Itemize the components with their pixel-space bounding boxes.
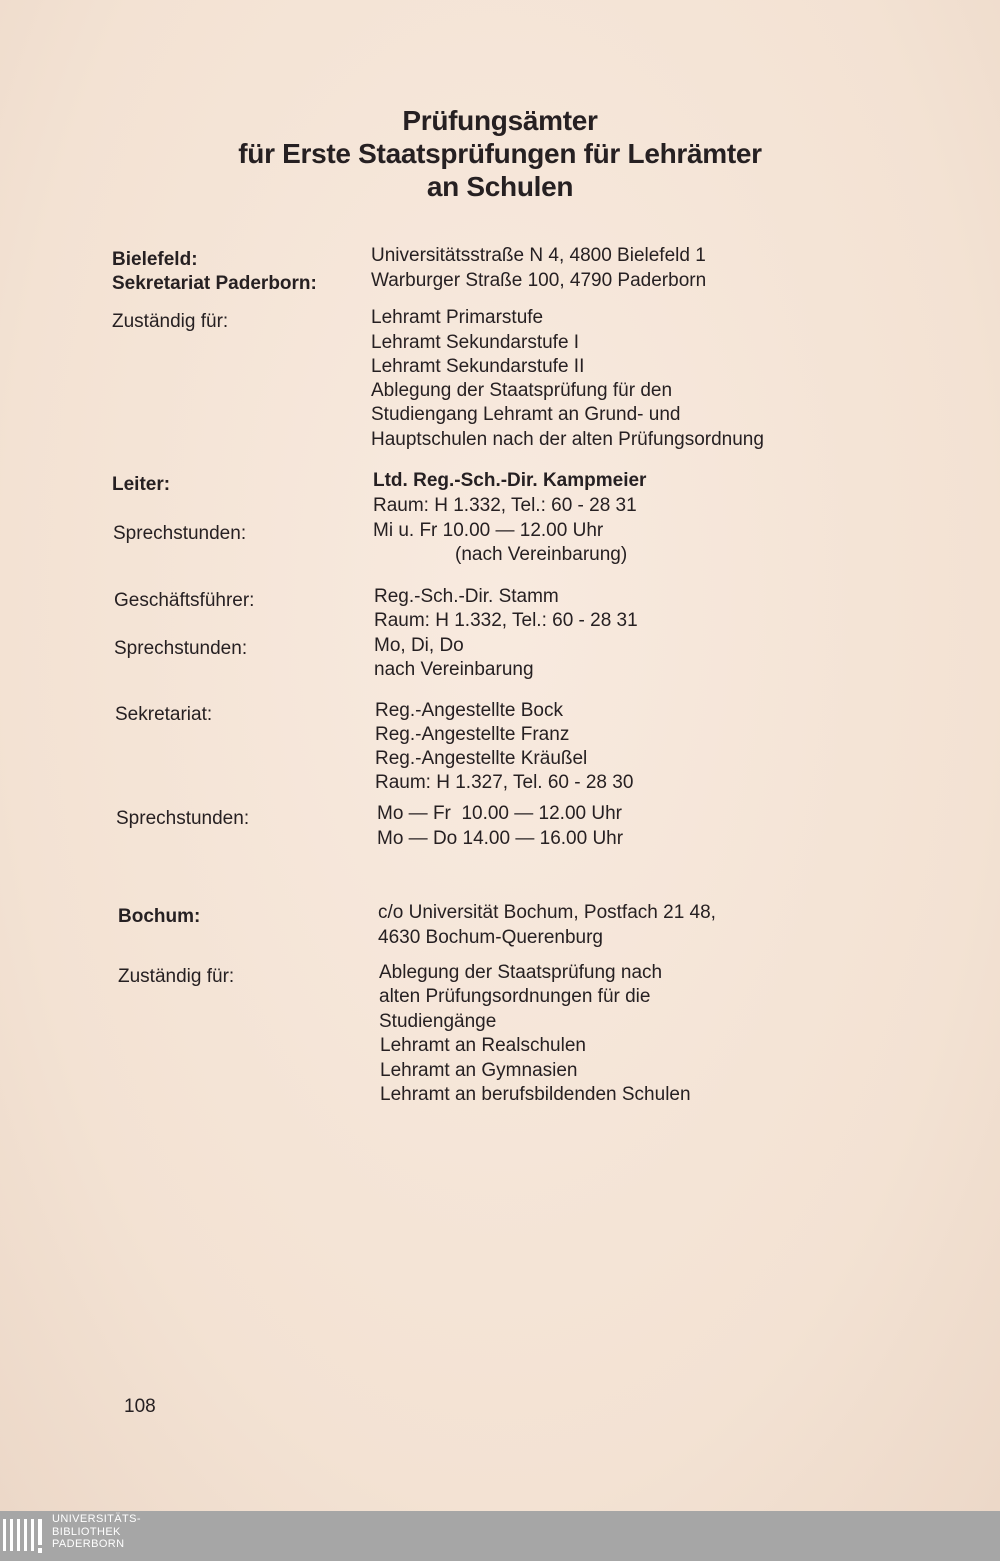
bochum-label: Bochum: <box>118 906 201 927</box>
bochum-address-line-1: c/o Universität Bochum, Postfach 21 48, <box>378 902 716 923</box>
bielefeld-responsible-label: Zuständig für: <box>112 311 229 332</box>
manager-room: Raum: H 1.332, Tel.: 60 - 28 31 <box>374 610 638 631</box>
manager-name: Reg.-Sch.-Dir. Stamm <box>374 586 559 607</box>
library-logo-text <box>52 1513 141 1551</box>
logo-text-line: UNIVERSITÄTS- <box>52 1513 141 1525</box>
bochum-responsible-item: Lehramt an berufsbildenden Schulen <box>380 1084 691 1105</box>
bielefeld-responsible-item: Ablegung der Staatsprüfung für den <box>371 380 673 401</box>
bielefeld-responsible-item: Lehramt Primarstufe <box>371 307 544 328</box>
bochum-address-line-2: 4630 Bochum-Querenburg <box>378 927 603 948</box>
logo-text-line: BIBLIOTHEK <box>52 1525 121 1538</box>
library-logo-icon <box>2 1515 46 1557</box>
bielefeld-label: Bielefeld: <box>112 249 198 270</box>
secretariat-paderborn-address: Warburger Straße 100, 4790 Paderborn <box>371 270 707 291</box>
secretariat-staff: Reg.-Angestellte Kräußel <box>375 748 588 769</box>
manager-hours: Mo, Di, Do <box>374 635 464 656</box>
bochum-responsible-item: alten Prüfungsordnungen für die <box>379 986 651 1007</box>
leiter-name: Ltd. Reg.-Sch.-Dir. Kampmeier <box>373 470 647 491</box>
manager-label: Geschäftsführer: <box>114 590 255 611</box>
bielefeld-address: Universitätsstraße N 4, 4800 Bielefeld 1 <box>371 245 706 266</box>
secretariat-staff: Reg.-Angestellte Franz <box>375 724 570 745</box>
bochum-responsible-item: Ablegung der Staatsprüfung nach <box>379 962 663 983</box>
heading-line-2: für Erste Staatsprüfungen für Lehrämter <box>238 138 762 169</box>
manager-hours-note: nach Vereinbarung <box>374 659 534 680</box>
secretariat-staff: Reg.-Angestellte Bock <box>375 700 563 721</box>
secretariat-paderborn-label: Sekretariat Paderborn: <box>112 273 317 294</box>
secretariat-room: Raum: H 1.327, Tel. 60 - 28 30 <box>375 772 634 793</box>
logo-text-line: PADERBORN <box>52 1538 125 1550</box>
page-number: 108 <box>124 1396 156 1417</box>
bochum-responsible-item: Lehramt an Realschulen <box>380 1035 586 1056</box>
manager-hours-label: Sprechstunden: <box>114 638 248 659</box>
leiter-hours-note: (nach Vereinbarung) <box>455 544 628 565</box>
leiter-hours-label: Sprechstunden: <box>113 523 247 544</box>
secretariat-hours-label: Sprechstunden: <box>116 808 250 829</box>
bielefeld-responsible-item: Lehramt Sekundarstufe II <box>371 356 585 377</box>
bochum-responsible-item: Studiengänge <box>379 1011 497 1032</box>
bielefeld-responsible-item: Lehramt Sekundarstufe I <box>371 332 580 353</box>
secretariat-hours: Mo — Fr 10.00 — 12.00 Uhr <box>377 803 622 824</box>
heading-line-3: an Schulen <box>426 171 574 202</box>
bielefeld-responsible-item: Studiengang Lehramt an Grund- und <box>371 404 681 425</box>
leiter-room: Raum: H 1.332, Tel.: 60 - 28 31 <box>373 495 637 516</box>
leiter-label: Leiter: <box>112 474 171 495</box>
secretariat-label: Sekretariat: <box>115 704 213 725</box>
bielefeld-responsible-item: Hauptschulen nach der alten Prüfungsordnung <box>371 429 764 450</box>
heading-line-1: Prüfungsämter <box>402 105 598 136</box>
bochum-responsible-item: Lehramt an Gymnasien <box>380 1060 578 1081</box>
leiter-hours: Mi u. Fr 10.00 — 12.00 Uhr <box>373 520 604 541</box>
library-footer-bar <box>0 1511 1000 1561</box>
secretariat-hours: Mo — Do 14.00 — 16.00 Uhr <box>377 828 624 849</box>
bochum-responsible-label: Zuständig für: <box>118 966 235 987</box>
